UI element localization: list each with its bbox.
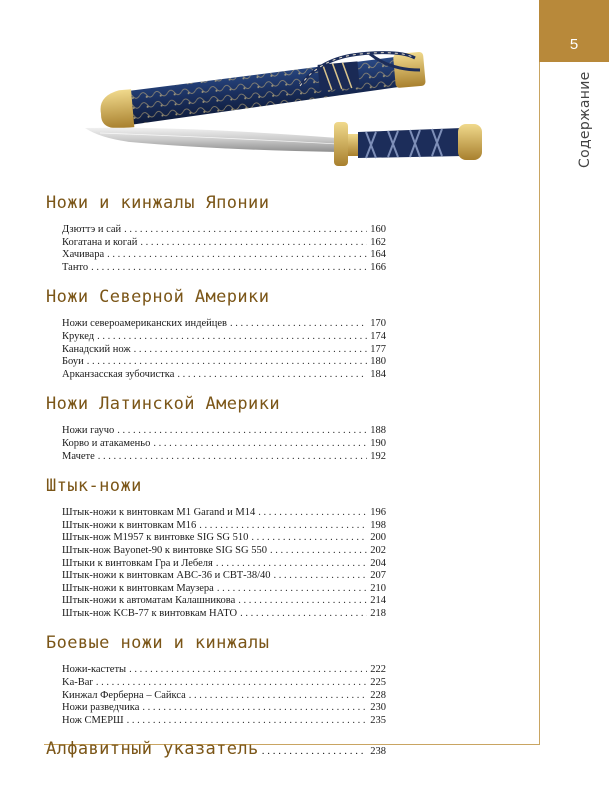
entry-page: 166 (370, 261, 386, 273)
tsuba (334, 122, 348, 166)
entry-page: 184 (370, 368, 386, 380)
index-entry (46, 739, 386, 759)
section-title: Боевые ножи и кинжалы (46, 633, 270, 654)
toc-entry (46, 369, 386, 382)
entry-page: 170 (370, 318, 386, 330)
toc-entry (46, 520, 386, 533)
entry-page: 218 (370, 607, 386, 619)
toc-entry (46, 262, 386, 275)
toc-entry (46, 237, 386, 250)
entry-page: 210 (370, 582, 386, 594)
entry-title: Боуи (62, 356, 84, 368)
entry-page: 200 (370, 532, 386, 544)
entry-title: Канадский нож (62, 343, 131, 355)
entry-title: Штыки к винтовкам Гра и Лебеля (62, 557, 213, 569)
entry-title: Арканзасская зубочистка (62, 368, 175, 380)
entry-page: 198 (370, 519, 386, 531)
entry-title: Ножи североамериканских индейцев (62, 318, 227, 330)
entry-title: Штык-нож M1957 к винтовке SIG SG 510 (62, 532, 249, 544)
entry-page: 192 (370, 450, 386, 462)
toc-section (46, 286, 386, 381)
toc-entry (46, 702, 386, 715)
entry-page: 164 (370, 249, 386, 261)
entry-page: 196 (370, 507, 386, 519)
scabbard (98, 52, 427, 130)
entry-title: Ka-Bar (62, 677, 93, 689)
entry-title: Корво и атакаменьо (62, 437, 151, 449)
section-title: Ножи Северной Америки (46, 287, 270, 308)
entry-page: 162 (370, 236, 386, 248)
toc-section (46, 632, 386, 727)
toc-entry (46, 583, 386, 596)
toc-entry (46, 425, 386, 438)
toc-entry (46, 344, 386, 357)
entry-page: 180 (370, 356, 386, 368)
entry-title: Крукед (62, 330, 95, 342)
entry-title: Штык-ножи к винтовкам АВС-36 и СВТ-38/40 (62, 570, 271, 582)
toc-entry (46, 570, 386, 583)
entry-page: 177 (370, 343, 386, 355)
toc-entry (46, 595, 386, 608)
entry-page: 204 (370, 557, 386, 569)
side-tab (539, 0, 609, 745)
entry-page: 160 (370, 224, 386, 235)
entry-title: Ножи-кастеты (62, 664, 127, 676)
tanto-knife-illustration (70, 40, 490, 200)
toc-section (46, 192, 386, 274)
entry-page: 190 (370, 437, 386, 449)
toc-section (46, 393, 386, 463)
entry-page: 207 (370, 570, 386, 582)
entry-page: 202 (370, 544, 386, 556)
entry-title: Когатана и когай (62, 236, 138, 248)
toc-entry (46, 249, 386, 262)
entry-page: 174 (370, 330, 386, 342)
section-title: Ножи Латинской Америки (46, 394, 280, 415)
entry-title: Кинжал Ферберна – Сайкса (62, 689, 186, 701)
toc-entry (46, 715, 386, 728)
entry-title: Мачете (62, 450, 95, 462)
entry-page: 225 (370, 677, 386, 689)
entry-title: Танто (62, 261, 89, 273)
page-number-box (539, 0, 609, 62)
toc-entry (46, 608, 386, 621)
entry-page: 214 (370, 595, 386, 607)
page-number: 5 (569, 36, 579, 53)
entry-title: Дзюттэ и сай (62, 224, 122, 235)
toc-entry (46, 532, 386, 545)
toc-entry (46, 224, 386, 237)
toc-entry (46, 331, 386, 344)
entry-title: Штык-ножи к винтовкам M16 (62, 519, 197, 531)
entry-page: 188 (370, 425, 386, 437)
entry-page: 228 (370, 689, 386, 701)
entry-title: Нож СМЕРШ (62, 714, 124, 726)
entry-page: 230 (370, 702, 386, 714)
side-divider (539, 62, 540, 745)
toc-entry (46, 438, 386, 451)
blade (85, 128, 338, 152)
entry-title: Штык-нож Bayonet-90 к винтовке SIG SG 550 (62, 544, 267, 556)
table-of-contents (46, 192, 386, 759)
entry-title: Штык-ножи к винтовкам M1 Garand и M14 (62, 507, 256, 519)
side-section-title: Содержание (577, 71, 593, 168)
section-title: Ножи и кинжалы Японии (46, 193, 270, 213)
entry-page: 222 (370, 664, 386, 676)
toc-entry (46, 318, 386, 331)
section-title: Штык-ножи (46, 476, 142, 497)
entry-title: Штык-ножи к автоматам Калашникова (62, 595, 236, 607)
entry-title: Штык-нож KCB-77 к винтовкам НАТО (62, 607, 238, 619)
entry-title: Ножи гаучо (62, 425, 115, 437)
toc-entry (46, 690, 386, 703)
entry-title: Ножи разведчика (62, 702, 140, 714)
toc-section (46, 475, 386, 620)
index-page: 238 (370, 746, 386, 758)
toc-entry (46, 451, 386, 464)
toc-entry (46, 356, 386, 369)
toc-entry (46, 507, 386, 520)
toc-entry (46, 677, 386, 690)
entry-title: Штык-ножи к винтовкам Маузера (62, 582, 214, 594)
entry-page: 235 (370, 714, 386, 726)
index-title: Алфавитный указатель (46, 739, 259, 760)
toc-entry (46, 545, 386, 558)
toc-entry (46, 664, 386, 677)
toc-entry (46, 558, 386, 571)
entry-title: Хачивара (62, 249, 105, 261)
